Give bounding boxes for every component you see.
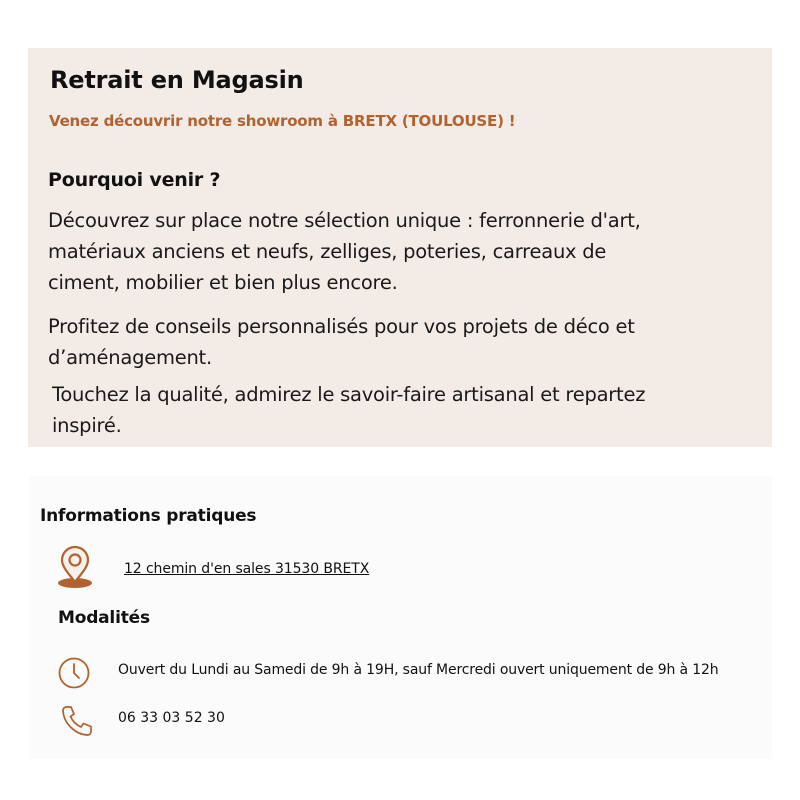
paragraph-line: d’aménagement.	[48, 346, 212, 369]
showroom-subtitle: Venez découvrir notre showroom à BRETX (TOULOUSE) !	[49, 112, 516, 130]
paragraph-line: matériaux anciens et neufs, zelliges, poteries, carreaux de	[48, 240, 607, 263]
practical-info-heading: Informations pratiques	[40, 506, 257, 526]
paragraph-line: Découvrez sur place notre sélection unique : ferronnerie d'art,	[48, 209, 641, 232]
paragraph-line: ciment, mobilier et bien plus encore.	[48, 271, 398, 294]
phone-icon	[60, 704, 94, 738]
quality-paragraph	[52, 379, 645, 441]
advice-paragraph	[48, 311, 635, 373]
paragraph-line: inspiré.	[52, 414, 122, 437]
paragraph-line: Profitez de conseils personnalisés pour vos projets de déco et	[48, 315, 635, 338]
paragraph-line: Touchez la qualité, admirez le savoir-faire artisanal et repartez	[52, 383, 646, 406]
modalites-heading: Modalités	[58, 608, 150, 628]
opening-hours: Ouvert du Lundi au Samedi de 9h à 19H, sauf Mercredi ouvert uniquement de 9h à 12h	[118, 662, 719, 678]
location-pin-icon	[56, 546, 94, 590]
phone-number[interactable]: 06 33 03 52 30	[118, 710, 225, 726]
selection-paragraph	[48, 205, 641, 298]
clock-icon	[57, 656, 91, 690]
store-address-link[interactable]: 12 chemin d'en sales 31530 BRETX	[124, 561, 370, 577]
why-come-heading: Pourquoi venir ?	[48, 169, 221, 191]
page-title: Retrait en Magasin	[50, 66, 304, 94]
